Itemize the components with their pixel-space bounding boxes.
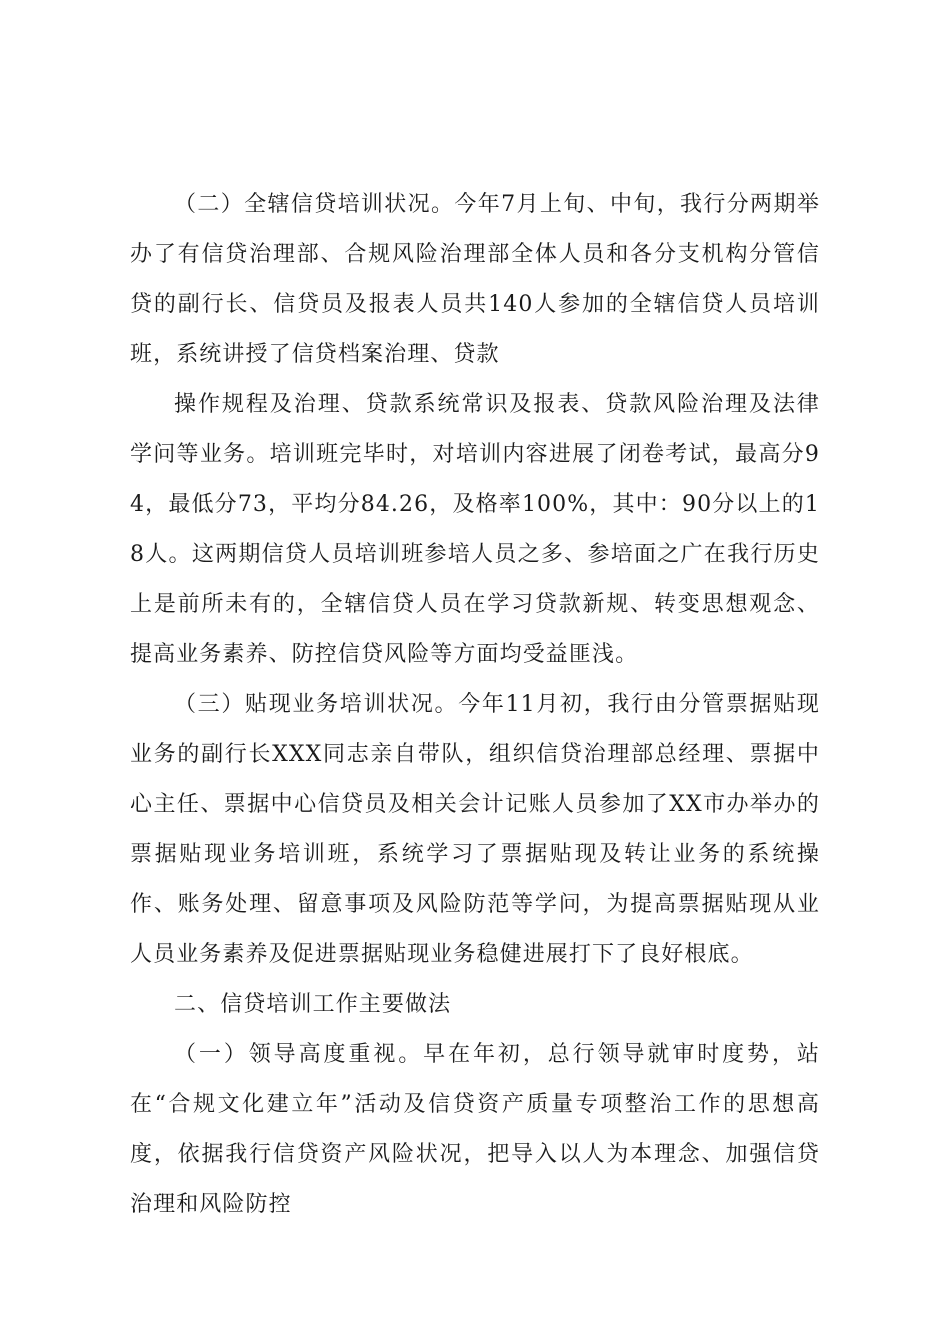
paragraph-discount-training: （三）贴现业务培训状况。今年11月初，我行由分管票据贴现业务的副行长XXX同志亲自带队，组织信贷治理部总经理、票据中心主任、票据中心信贷员及相关会计记账人员参加了XX市办举办的票据贴现业务培训班，系统学习了票据贴现及转让业务的系统操作、账务处理、留意事项及风险防范等学问，为提高票据贴现从业人员业务素养及促进票据贴现业务稳健进展打下了良好根底。 <box>130 692 820 967</box>
paragraph-credit-training: （二）全辖信贷培训状况。今年7月上旬、中旬，我行分两期举办了有信贷治理部、合规风险治理部全体人员和各分支机构分管信贷的副行长、信贷员及报表人员共140人参加的全辖信贷人员培训班，系统讲授了信贷档案治理、贷款 <box>130 192 820 367</box>
paragraph-training-results: 操作规程及治理、贷款系统常识及报表、贷款风险治理及法律学问等业务。培训班完毕时，对培训内容进展了闭卷考试，最高分94，最低分73，平均分84.26，及格率100%，其中：90分以上的18人。这两期信贷人员培训班参培人员之多、参培面之广在我行历史上是前所未有的，全辖信贷人员在学习贷款新规、转变思想观念、提高业务素养、防控信贷风险等方面均受益匪浅。 <box>130 392 820 667</box>
section-heading-main-practices: 二、信贷培训工作主要做法 <box>174 992 452 1017</box>
paragraph-leadership-attention: （一）领导高度重视。早在年初，总行领导就审时度势，站在“合规文化建立年”活动及信贷资产质量专项整治工作的思想高度，依据我行信贷资产风险状况，把导入以人为本理念、加强信贷治理和风险防控 <box>130 1042 820 1217</box>
